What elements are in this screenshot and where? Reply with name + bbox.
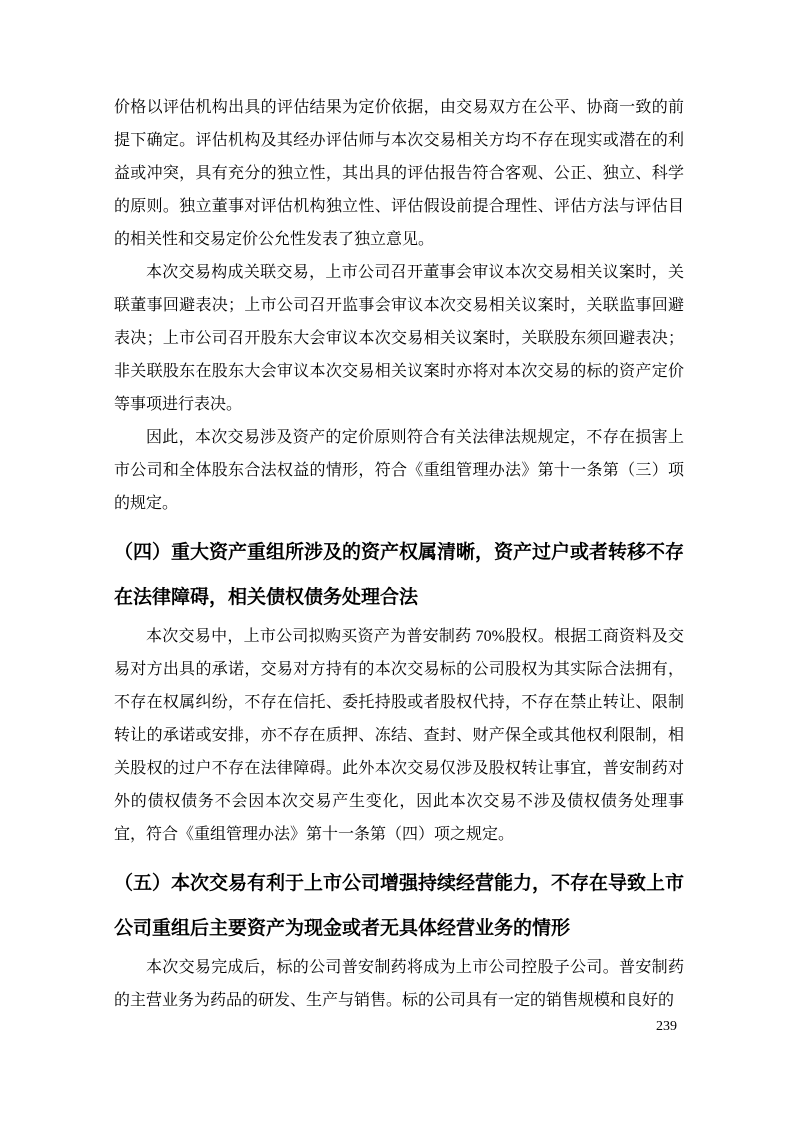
paragraph-pricing-basis: 价格以评估机构出具的评估结果为定价依据，由交易双方在公平、协商一致的前提下确定。评估机构及其经办评估师与本次交易相关方均不存在现实或潜在的利益或冲突，具有充分的独立性，其出具的评估报告符合客观、公正、独立、科学的原则。独立董事对评估机构独立性、评估假设前提合理性、评估方法与评估目的相关性和交易定价公允性发表了独立意见。 <box>114 99 684 248</box>
paragraph-post-transaction: 本次交易完成后，标的公司普安制药将成为上市公司控股子公司。普安制药的主营业务为药品的研发、生产与销售。标的公司具有一定的销售规模和良好的 <box>114 959 684 1009</box>
paragraph-related-party-voting: 本次交易构成关联交易，上市公司召开董事会审议本次交易相关议案时，关联董事回避表决；上市公司召开监事会审议本次交易相关议案时，关联监事回避表决；上市公司召开股东大会审议本次交易相关议案时，关联股东须回避表决；非关联股东在股东大会审议本次交易相关议案时亦将对本次交易的标的资产定价等事项进行表决。 <box>114 264 684 413</box>
heading-section-5-operating-capacity: （五）本次交易有利于上市公司增强持续经营能力，不存在导致上市公司重组后主要资产为现金或者无具体经营业务的情形 <box>114 873 685 939</box>
page-number: 239 <box>656 1019 677 1034</box>
page-footer <box>114 1017 684 1037</box>
paragraph-pricing-conclusion: 因此，本次交易涉及资产的定价原则符合有关法律法规规定，不存在损害上市公司和全体股东合法权益的情形，符合《重组管理办法》第十一条第（三）项的规定。 <box>114 429 684 512</box>
paragraph-equity-ownership-detail: 本次交易中，上市公司拟购买资产为普安制药 70%股权。根据工商资料及交易对方出具的承诺，交易对方持有的本次交易标的公司股权为其实际合法拥有，不存在权属纠纷，不存在信托、委托持股或者股权代持，不存在禁止转让、限制转让的承诺或安排，亦不存在质押、冻结、查封、财产保全或其他权利限制，相关股权的过户不存在法律障碍。此外本次交易仅涉及股权转让事宜，普安制药对外的债权债务不会因本次交易产生变化，因此本次交易不涉及债权债务处理事宜，符合《重组管理办法》第十一条第（四）项之规定。 <box>114 628 684 843</box>
heading-section-4-asset-ownership: （四）重大资产重组所涉及的资产权属清晰，资产过户或者转移不存在法律障碍，相关债权债务处理合法 <box>114 542 685 608</box>
page-content <box>114 91 684 1017</box>
